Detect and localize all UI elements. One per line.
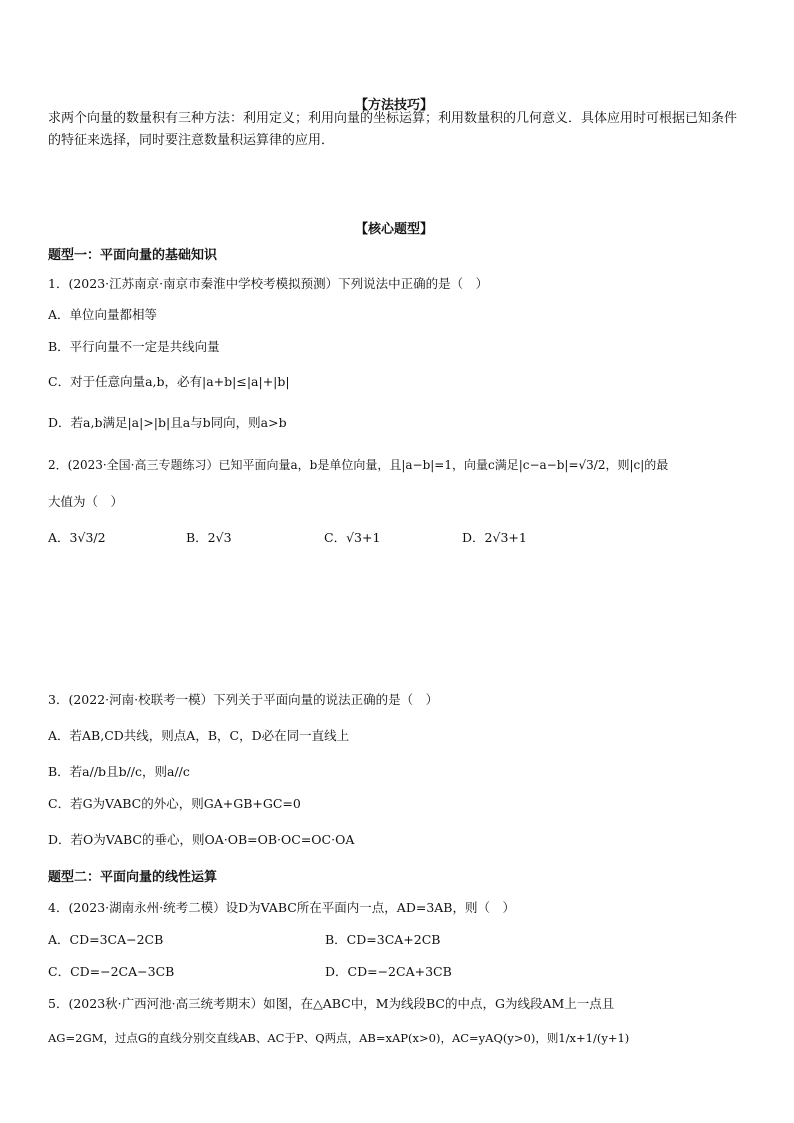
core-heading: 【核心题型】 (355, 222, 434, 237)
q2-stem-line1: 2．(2023·全国·高三专题练习）已知平面向量a，b是单位向量，且|a−b|=1，向量c满足|c−a−b|=√3/2，则|c|的最 (48, 458, 669, 472)
q2-stem-line2: 大值为（ ） (48, 494, 124, 509)
method-paragraph: 求两个向量的数量积有三种方法：利用定义；利用向量的坐标运算；利用数量积的几何意义．具体应用时可根据已知条件的特征来选择，同时要注意数量积运算律的应用． (48, 111, 738, 148)
type1-title: 题型一：平面向量的基础知识 (48, 248, 218, 263)
q4-option-c: C．CD=−2CA−3CB (48, 964, 175, 979)
method-heading: 【方法技巧】 (355, 98, 434, 113)
q3-stem: 3．(2022·河南·校联考一模）下列关于平面向量的说法正确的是（ ） (48, 692, 439, 707)
q3-option-a: A．若AB,CD共线，则点A，B，C，D必在同一直线上 (48, 728, 350, 743)
q5-stem-line2: AG=2GM，过点G的直线分别交直线AB、AC于P、Q两点，AB=xAP(x>0)，AC=yAQ(y>0)，则1/x+1/(y+1) (48, 1031, 630, 1045)
q4-option-b: B．CD=3CA+2CB (325, 932, 441, 947)
q4-stem: 4．(2023·湖南永州·统考二模）设D为VABC所在平面内一点，AD=3AB，则（ ） (48, 900, 515, 915)
q1-option-b: B．平行向量不一定是共线向量 (48, 339, 220, 354)
q2-option-a: A．3√3/2 (48, 530, 106, 545)
q1-option-c: C．对于任意向量a,b，必有|a+b|≤|a|+|b| (48, 374, 290, 389)
q3-option-b: B．若a//b且b//c，则a//c (48, 764, 190, 779)
q5-stem-line1: 5．(2023秋·广西河池·高三统考期末）如图，在△ABC中，M为线段BC的中点，G为线段AM上一点且 (48, 996, 615, 1011)
q1-stem: 1．(2023·江苏南京·南京市秦淮中学校考模拟预测）下列说法中正确的是（ ） (48, 276, 489, 291)
q1-option-d: D．若a,b满足|a|>|b|且a与b同向，则a>b (48, 415, 287, 430)
q2-option-d: D．2√3+1 (462, 530, 527, 545)
type2-title: 题型二：平面向量的线性运算 (48, 870, 218, 885)
q1-option-a: A．单位向量都相等 (48, 307, 158, 322)
q2-option-c: C．√3+1 (324, 530, 381, 545)
q4-option-d: D．CD=−2CA+3CB (325, 964, 452, 979)
q2-option-b: B．2√3 (186, 530, 232, 545)
q4-option-a: A．CD=3CA−2CB (48, 932, 164, 947)
q3-option-d: D．若O为VABC的垂心，则OA·OB=OB·OC=OC·OA (48, 832, 355, 847)
q3-option-c: C．若G为VABC的外心，则GA+GB+GC=0 (48, 796, 301, 811)
